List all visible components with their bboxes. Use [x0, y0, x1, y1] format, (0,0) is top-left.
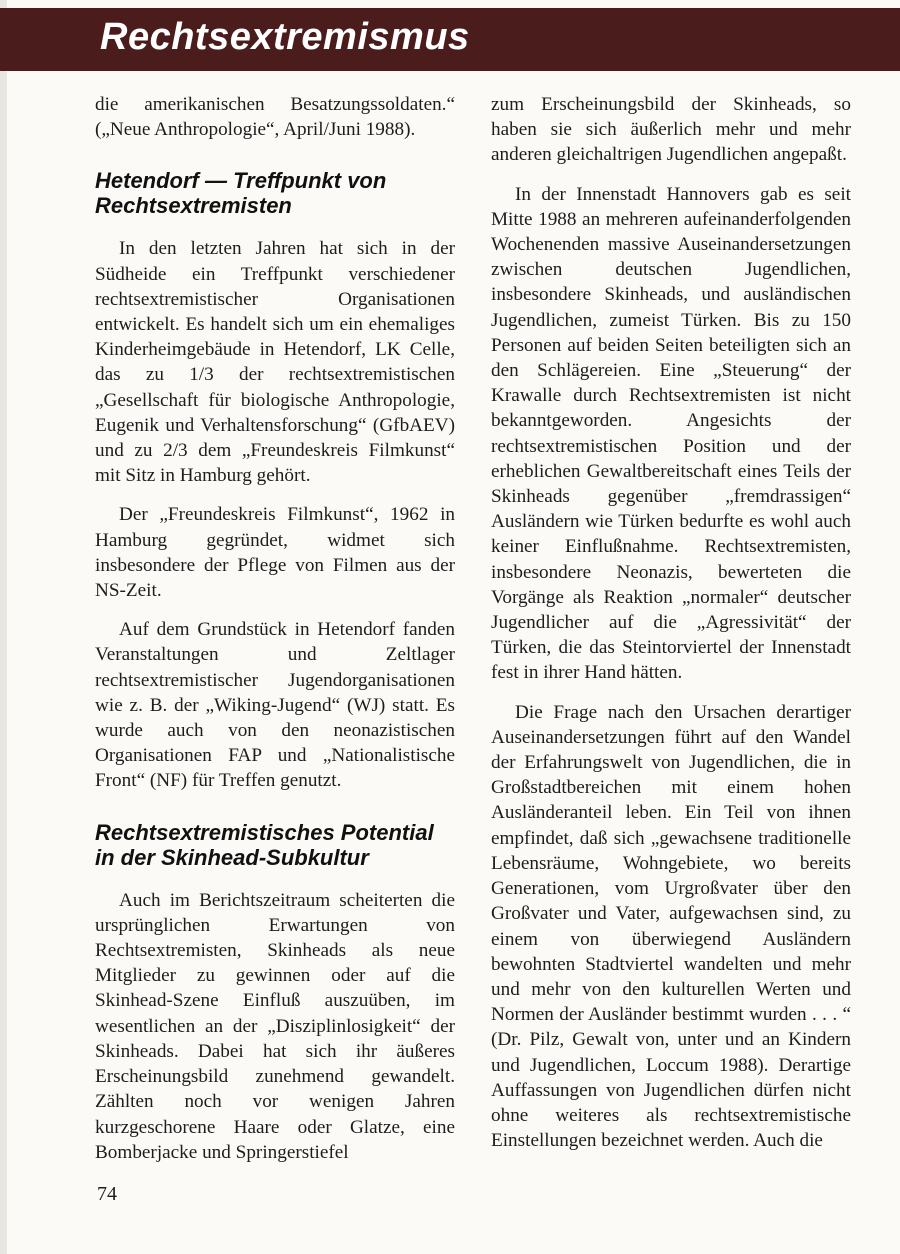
paragraph: die amerikanischen Besatzungssoldaten.“ („Neue Anthropologie“, April/Juni 1988).: [95, 94, 455, 141]
paragraph: Auch im Berichtszeitraum scheiterten die ursprünglichen Erwartungen von Rechtsextremisten, Skinheads als neue Mitglieder zu gewinnen oder auf die Skinhead-Szene Einfluß auszuüben, im wesentlichen an der „Disziplinlosigkeit“ der Skinheads. Dabei hat sich ihr äußeres Erscheinungsbild zunehmend gewandelt. Zählten noch vor wenigen Jahren kurzgeschorene Haare oder Glatze, eine Bomberjacke und Springerstiefel: [95, 889, 455, 1163]
right-column: [491, 92, 851, 1167]
left-column: [95, 92, 455, 1179]
paragraph: In der Innenstadt Hannovers gab es seit Mitte 1988 an mehreren aufeinanderfolgenden Wochenenden massive Auseinandersetzungen zwischen deutschen Jugendlichen, insbesondere Skinheads, und ausländischen Jugendlichen, zumeist Türken. Bis zu 150 Personen auf beiden Seiten beteiligten sich an den Schlägereien. Eine „Steuerung“ der Krawalle durch Rechtsextremisten ist nicht bekanntgeworden. Angesichts der rechtsextremistischen Position und der erheblichen Gewaltbereitschaft eines Teils der Skinheads gegenüber „fremdrassigen“ Ausländern wie Türken bedurfte es wohl auch keiner Einflußnahme. Rechtsextremisten, insbesondere Neonazis, bewerteten die Vorgänge als Reaktion „normaler“ deutscher Jugendlicher auf die „Agressivität“ der Türken, die das Steintorviertel der Innenstadt fest in ihrer Hand hätten.: [491, 183, 851, 684]
page-title: Rechtsextremismus: [100, 16, 470, 58]
page-edge: [0, 0, 7, 1254]
page-number: 74: [97, 1183, 117, 1205]
paragraph: In den letzten Jahren hat sich in der Südheide ein Treffpunkt verschiedener rechtsextremistischer Organisationen entwickelt. Es handelt sich um ein ehemaliges Kinderheimgebäude in Hetendorf, LK Celle, das zu 1/3 der rechtsextremistischen „Gesellschaft für biologische Anthropologie, Eugenik und Verhaltensforschung“ (GfbAEV) und zu 2/3 dem „Freundeskreis Filmkunst“ mit Sitz in Hamburg gehört.: [95, 238, 455, 487]
paragraph: Der „Freundeskreis Filmkunst“, 1962 in Hamburg gegründet, widmet sich insbesondere der Pflege von Filmen aus der NS-Zeit.: [95, 504, 455, 602]
paragraph: zum Erscheinungsbild der Skinheads, so haben sie sich äußerlich mehr und mehr anderen gleichaltrigen Jugendlichen angepaßt.: [491, 94, 851, 166]
section-heading-hetendorf: Hetendorf — Treffpunkt von Rechtsextremisten: [95, 168, 387, 219]
paragraph: Auf dem Grundstück in Hetendorf fanden Veranstaltungen und Zeltlager rechtsextremistischer Jugendorganisationen wie z. B. der „Wiking-Jugend“ (WJ) statt. Es wurde auch von den neonazistischen Organisationen FAP und „Nationalistische Front“ (NF) für Treffen genutzt.: [95, 619, 455, 792]
section-heading-skinhead: Rechtsextremistisches Potential in der Skinhead-Subkultur: [95, 819, 434, 870]
paragraph: Die Frage nach den Ursachen derartiger Auseinandersetzungen führt auf den Wandel der Erfahrungswelt von Jugendlichen, die in Großstadtbereichen mit einem hohen Ausländeranteil leben. Ein Teil von ihnen empfindet, daß sich „gewachsene traditionelle Lebensräume, Wohngebiete, wo bereits Generationen, vom Urgroßvater über den Großvater und Vater, aufgewachsen sind, zu einem von überwiegend Ausländern bewohnten Stadtviertel wandelten und mehr und mehr von den kulturellen Werten und Normen der Ausländer bestimmt wurden . . . “ (Dr. Pilz, Gewalt von, unter und an Kindern und Jugendlichen, Loccum 1988). Derartige Auffassungen von Jugendlichen dürfen nicht ohne weiteres als rechtsextremistische Einstellungen bezeichnet werden. Auch die: [491, 701, 851, 1152]
